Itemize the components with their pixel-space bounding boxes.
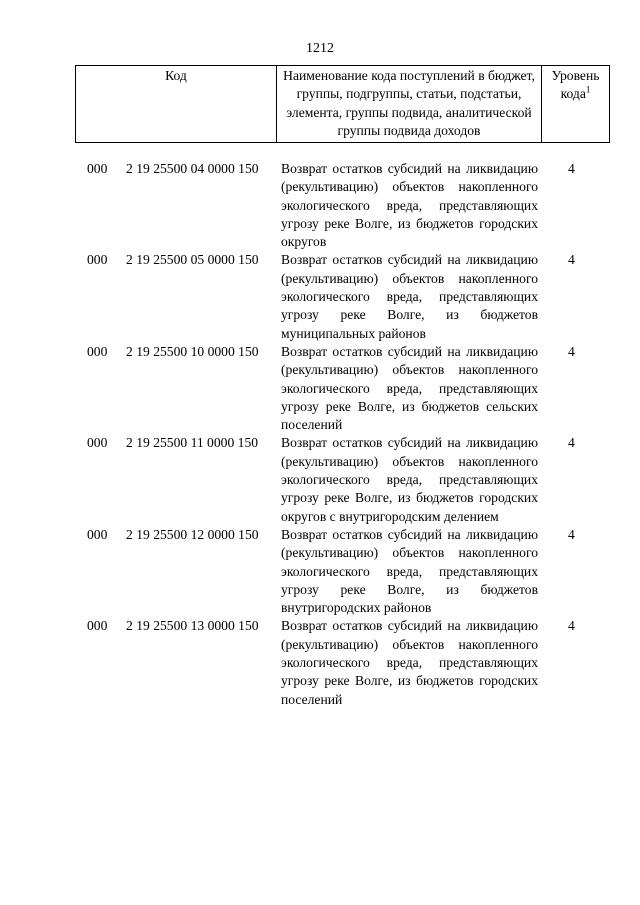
table-header (75, 65, 610, 143)
row-name: Возврат остатков субсидий на ликвидацию (рекультивацию) объектов накопленного экологического вреда, представляющих угрозу реке Волге, из бюджетов муниципальных районов (281, 252, 538, 341)
header-row (76, 66, 610, 143)
row-admin-code: 000 (87, 618, 108, 634)
row-name: Возврат остатков субсидий на ликвидацию (рекультивацию) объектов накопленного экологического вреда, представляющих угрозу реке Волге, из бюджетов сельских поселений (281, 343, 538, 433)
row-level: 4 (568, 618, 575, 634)
row-admin-code: 000 (87, 526, 108, 542)
row-admin-code: 000 (87, 252, 108, 268)
table-body (0, 160, 640, 709)
row-level: 4 (568, 343, 575, 359)
table-row (0, 434, 640, 525)
table-row (0, 617, 640, 708)
footnote-marker: 1 (585, 84, 591, 95)
row-name: Возврат остатков субсидий на ликвидацию (рекультивацию) объектов накопленного экологического вреда, представляющих угрозу реке Волге, из бюджетов городских округов (281, 161, 538, 250)
row-code: 2 19 25500 13 0000 150 (126, 618, 259, 634)
row-admin-code: 000 (87, 343, 108, 359)
row-level: 4 (568, 435, 575, 451)
row-level: 4 (568, 526, 575, 542)
row-name: Возврат остатков субсидий на ликвидацию (рекультивацию) объектов накопленного экологического вреда, представляющих угрозу реке Волге, из бюджетов городских округов с внутригородским делением (281, 435, 538, 524)
table-row (0, 251, 640, 342)
row-admin-code: 000 (87, 435, 108, 451)
row-code: 2 19 25500 10 0000 150 (126, 343, 259, 359)
header-level (542, 66, 610, 143)
row-code: 2 19 25500 04 0000 150 (126, 161, 259, 176)
table-row (0, 526, 640, 617)
table-row (0, 160, 640, 251)
row-level: 4 (568, 161, 575, 176)
table-row (0, 343, 640, 434)
header-name: Наименование кода поступлений в бюджет, группы, подгруппы, статьи, подстатьи, элемента, группы подвида, аналитической группы подвида доходов (277, 66, 542, 143)
row-code: 2 19 25500 11 0000 150 (126, 435, 259, 451)
header-level-label: Уровень кода (551, 68, 600, 102)
row-name: Возврат остатков субсидий на ликвидацию (рекультивацию) объектов накопленного экологического вреда, представляющих угрозу реке Волге, из бюджетов городских поселений (281, 618, 538, 707)
page-number: 1212 (306, 41, 334, 56)
row-level: 4 (568, 252, 575, 268)
row-admin-code: 000 (87, 161, 108, 176)
row-code: 2 19 25500 12 0000 150 (126, 526, 259, 542)
row-code: 2 19 25500 05 0000 150 (126, 252, 259, 268)
header-code: Код (76, 66, 277, 143)
row-name: Возврат остатков субсидий на ликвидацию (рекультивацию) объектов накопленного экологического вреда, представляющих угрозу реке Волге, из бюджетов внутригородских районов (281, 526, 538, 616)
